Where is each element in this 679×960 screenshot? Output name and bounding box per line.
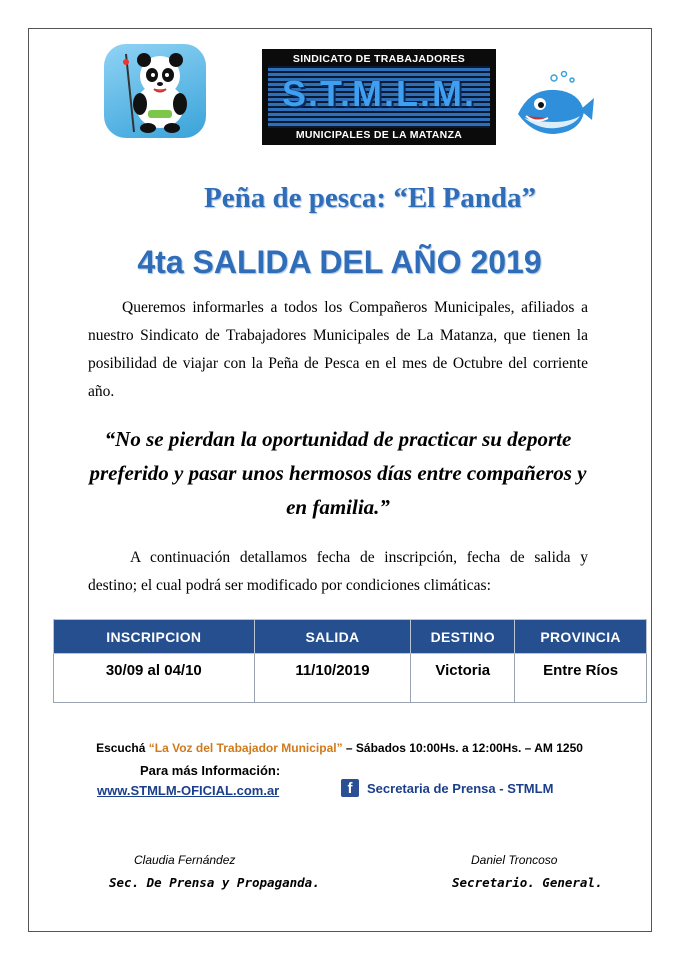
signature-name-2: Daniel Troncoso (471, 853, 558, 867)
facebook-page-name: Secretaria de Prensa - STMLM (367, 780, 554, 796)
cell-destino: Victoria (411, 654, 515, 703)
cell-salida: 11/10/2019 (254, 654, 411, 703)
schedule-table (53, 619, 647, 703)
website-link[interactable]: www.STMLM-OFICIAL.com.ar (97, 783, 280, 798)
union-logo (262, 49, 496, 145)
logo-bottom-text: MUNICIPALES DE LA MATANZA (268, 128, 490, 142)
intro-paragraph: Queremos informarles a todos los Compañeros Municipales, afiliados a nuestro Sindicato de Trabajadores Municipales de La Matanza, que tienen la posibilidad de viajar con la Peña de Pesca en el mes de Octubre del corriente año. (88, 299, 588, 400)
signature-role-2: Secretario. General. (452, 875, 603, 890)
signature-name-1: Claudia Fernández (134, 853, 236, 867)
header-salida: SALIDA (254, 620, 411, 654)
signature-role-1: Sec. De Prensa y Propaganda. (109, 875, 320, 890)
radio-schedule: – Sábados 10:00Hs. a 12:00Hs. – AM 1250 (342, 741, 583, 755)
details-paragraph: A continuación detallamos fecha de inscripción, fecha de salida y destino; el cual podrá ser modificado por condiciones climáticas: (88, 549, 588, 594)
header-destino: DESTINO (411, 620, 515, 654)
facebook-icon: f (341, 779, 359, 797)
logo-acronym: S.T.M.L.M. (282, 73, 476, 114)
header-provincia: PROVINCIA (515, 620, 647, 654)
fish-icon (510, 70, 594, 142)
cell-provincia: Entre Ríos (515, 654, 647, 703)
radio-prefix: Escuchá (96, 741, 149, 755)
more-info-label: Para más Información: (140, 763, 281, 778)
facebook-link[interactable] (341, 779, 553, 797)
page-subtitle: 4ta SALIDA DEL AÑO 2019 (137, 244, 542, 280)
cell-inscripcion: 30/09 al 04/10 (54, 654, 255, 703)
quote-text: “No se pierdan la oportunidad de practicar su deporte preferido y pasar unos hermosos días entre compañeros y en familia.” (89, 427, 587, 519)
radio-station: “La Voz del Trabajador Municipal” (148, 741, 343, 755)
panda-fishing-icon (104, 44, 206, 138)
logo-top-text: SINDICATO DE TRABAJADORES (268, 52, 490, 66)
radio-info (0, 741, 679, 755)
table-row (54, 654, 647, 703)
header-inscripcion: INSCRIPCION (54, 620, 255, 654)
page-title: Peña de pesca: “El Panda” (204, 182, 536, 214)
table-header-row (54, 620, 647, 654)
